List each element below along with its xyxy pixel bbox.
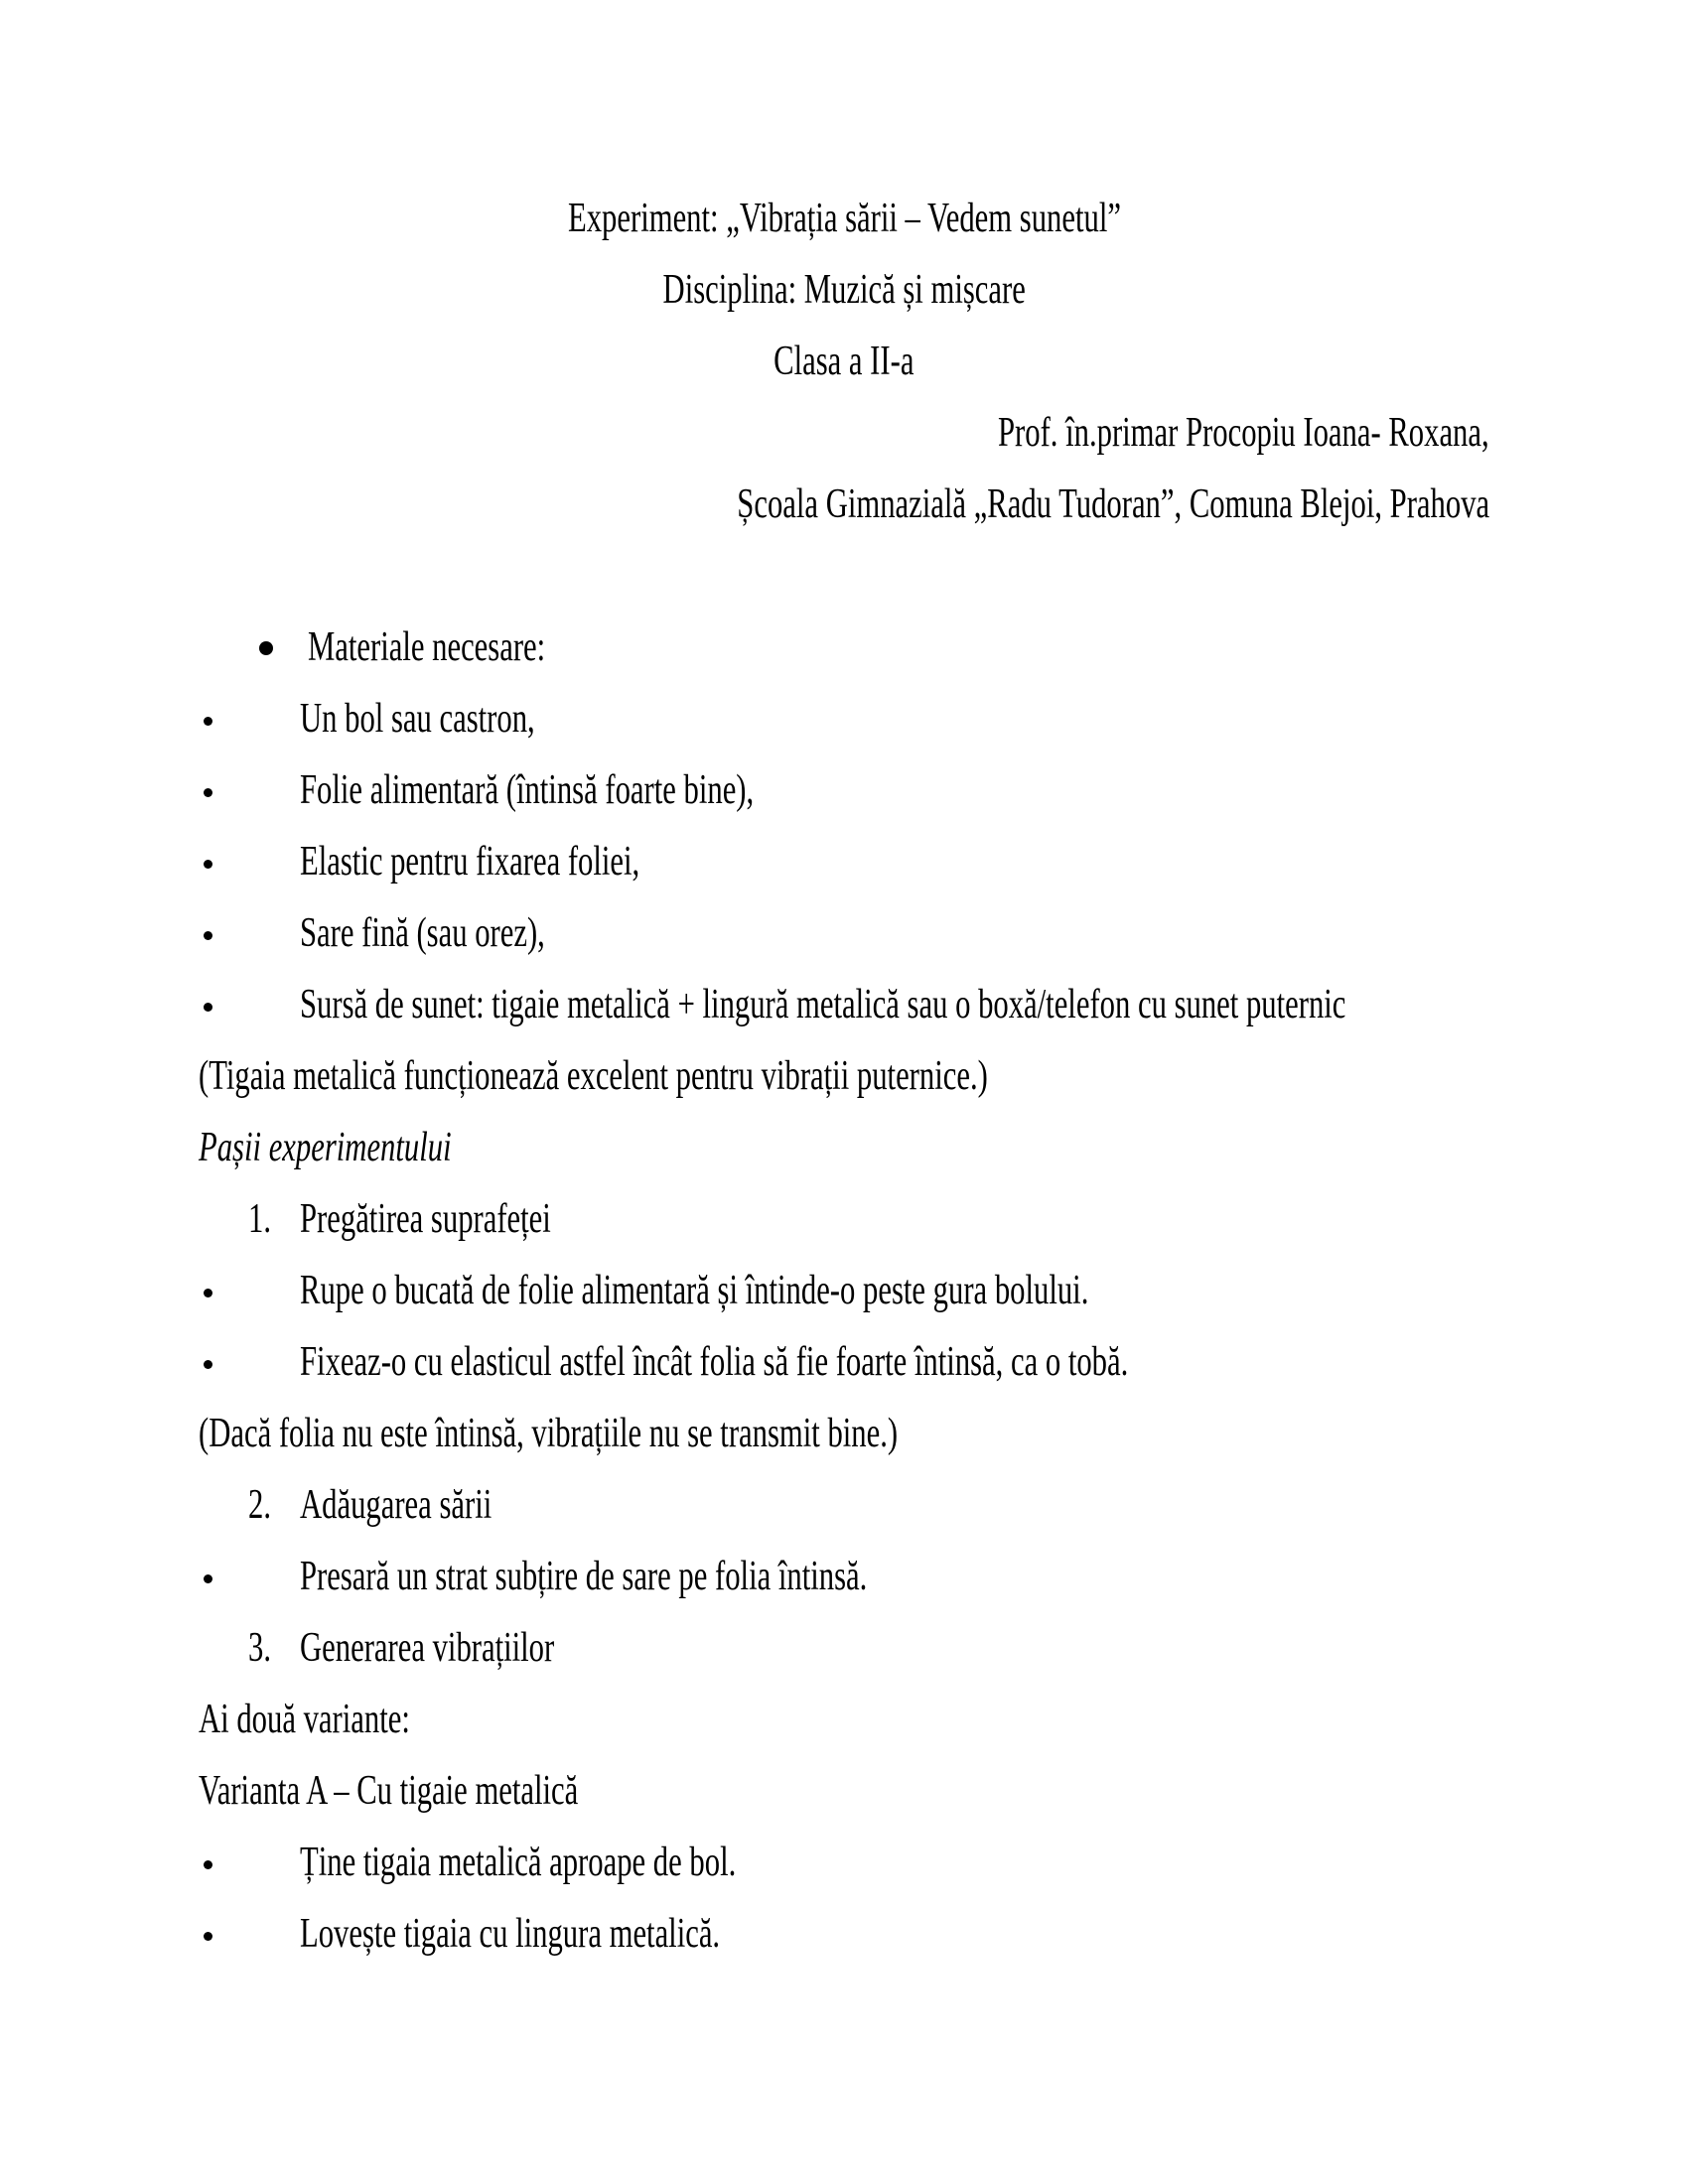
materials-note-text: (Tigaia metalică funcționează excelent pentru vibrații puternice.) [199,1053,988,1099]
step-1-bullet [199,1326,1489,1398]
steps-heading [199,1112,1489,1183]
materials-item [199,897,1489,969]
step-1-bullet-text: Fixeaz-o cu elasticul astfel încât folia să fie foarte întinsă, ca o tobă. [300,1339,1129,1385]
bullet-icon [204,1003,212,1012]
doc-grade [199,326,1489,397]
steps-heading-text: Pașii experimentului [199,1125,452,1170]
doc-grade-text: Clasa a II-a [774,339,914,384]
variant-a-bullet [199,1827,1489,1898]
step-1-bullet-text: Rupe o bucată de folie alimentară și întinde-o peste gura bolului. [300,1268,1089,1313]
materials-item-text: Elastic pentru fixarea foliei, [300,839,640,885]
materials-item [199,683,1489,754]
step-1-bullet [199,1255,1489,1326]
variant-a-bullet-text: Lovește tigaia cu lingura metalică. [300,1911,721,1957]
step-2-bullet [199,1541,1489,1612]
materials-heading [199,612,1489,683]
variants-intro [199,1684,1489,1755]
bullet-icon [204,1860,212,1869]
materials-item-text: Sare fină (sau orez), [300,910,545,956]
bullet-icon [204,1289,212,1297]
materials-item-text: Sursă de sunet: tigaie metalică + lingură metalică sau o boxă/telefon cu sunet puternic [300,982,1346,1027]
step-3-title [199,1612,1489,1684]
bullet-icon [204,860,212,869]
bullet-icon [259,641,273,655]
step-2-number: 2. [248,1482,271,1528]
bullet-icon [204,1574,212,1583]
variant-a-heading-text: Varianta A – Cu tigaie metalică [199,1768,579,1814]
doc-discipline-text: Disciplina: Muzică și mișcare [662,267,1026,313]
step-1-note-text: (Dacă folia nu este întinsă, vibrațiile nu se transmit bine.) [199,1411,899,1456]
bullet-icon [204,1360,212,1369]
step-1-number: 1. [248,1196,271,1242]
step-2-title-text: Adăugarea sării [300,1482,492,1528]
step-1-note [199,1398,1489,1469]
variants-intro-text: Ai două variante: [199,1697,410,1742]
doc-title [199,183,1489,254]
doc-title-text: Experiment: „Vibrația sării – Vedem sunetul” [567,196,1121,241]
materials-item-text: Folie alimentară (întinsă foarte bine), [300,767,755,813]
doc-author-text: Prof. în.primar Procopiu Ioana- Roxana, [998,410,1489,456]
step-2-bullet-text: Presară un strat subțire de sare pe folia întinsă. [300,1554,868,1599]
step-1-title [199,1183,1489,1255]
step-3-number: 3. [248,1625,271,1671]
step-2-title [199,1469,1489,1541]
materials-item [199,754,1489,826]
bullet-icon [204,717,212,726]
doc-discipline [199,254,1489,326]
bullet-icon [204,931,212,940]
doc-school-text: Școala Gimnazială „Radu Tudoran”, Comuna Blejoi, Prahova [737,481,1489,527]
bullet-icon [204,1932,212,1941]
step-1-title-text: Pregătirea suprafeței [300,1196,551,1242]
bullet-icon [204,788,212,797]
materials-item [199,826,1489,897]
materials-note [199,1040,1489,1112]
materials-item [199,969,1489,1040]
blank-line [199,540,1489,612]
variant-a-heading [199,1755,1489,1827]
doc-author [199,397,1489,469]
materials-heading-text: Materiale necesare: [308,624,546,670]
materials-item-text: Un bol sau castron, [300,696,535,742]
variant-a-bullet-text: Ține tigaia metalică aproape de bol. [300,1840,737,1885]
variant-a-bullet [199,1898,1489,1970]
doc-school [199,469,1489,540]
step-3-title-text: Generarea vibrațiilor [300,1625,555,1671]
